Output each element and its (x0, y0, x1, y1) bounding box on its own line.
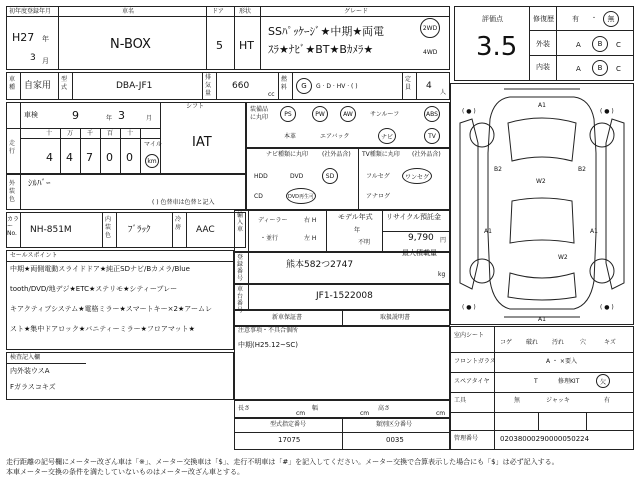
shape-label: 形状 (239, 8, 252, 15)
registration-label: 登録番号 (237, 254, 244, 282)
abs: ABS (426, 110, 438, 118)
sales-point-line-0: 中期★両側電動スライドドア★純正SDナビ/Bカメラ/Blue (10, 265, 190, 273)
capacity-unit: 人 (440, 89, 447, 96)
repair-yes: 有 (572, 15, 579, 23)
interior-label: 内装 (536, 63, 550, 71)
pw: PW (315, 110, 325, 118)
int-color-value: ﾌﾞﾗｯｸ (128, 225, 151, 235)
sales-point-line-3: スト★集中ドアロック★バニティーミラー★フロアマット★ (10, 325, 195, 333)
footer-notes (6, 457, 559, 477)
inspection-month: 3 (118, 109, 125, 122)
reg-year-suffix: 年 (42, 35, 49, 43)
length-label: 長さ (238, 405, 251, 412)
car-name-label: 車名 (122, 8, 135, 15)
diag-rear: A1 (538, 316, 546, 323)
notes-line-1: Fガラスコキズ (10, 383, 56, 391)
mileage-digit-1: 4 (66, 151, 73, 164)
exterior-a: A (576, 41, 581, 49)
door-label: ドア (212, 8, 224, 15)
navi-dvd: DVD (290, 173, 304, 180)
tv-oneseg-circle (402, 168, 432, 184)
spare-tire-none: 欠 (599, 378, 606, 386)
ext-color-value: ｼﾙﾊﾞｰ (28, 179, 51, 189)
displacement-label: 排気量 (205, 74, 212, 97)
score-label: 評価点 (482, 15, 503, 23)
sales-points-label: セールスポイント (10, 252, 58, 259)
fuel-options: G · D · HV · ( ) (316, 83, 358, 90)
shift-label: シフト (186, 103, 205, 110)
navi-circle (378, 128, 396, 144)
reg-era: H27 (12, 31, 35, 44)
digit-header-1: 万 (67, 130, 74, 137)
navi-cd: CD (254, 193, 263, 200)
drive-2wd-circle (420, 18, 440, 38)
recycle-label: リサイクル預託金 (386, 213, 442, 221)
doors: 5 (216, 39, 223, 52)
model-label: 型式 (61, 76, 68, 91)
tv-type-note: (社外品含) (412, 151, 441, 158)
notes-label: 検査記入欄 (10, 354, 41, 361)
navi-dvd-play-circle (286, 188, 316, 204)
leather: 本革 (284, 133, 297, 140)
drive-2wd: 2WD (422, 24, 438, 32)
spare-tire-none-circle (596, 374, 610, 388)
color-code-label: カラーNo. (7, 216, 20, 237)
import-right: 右 H (304, 217, 317, 224)
mileage-digit-3: 0 (106, 151, 113, 164)
navi-sd-circle (322, 168, 338, 184)
cc-unit: cc (268, 91, 275, 98)
sunroof: サンルーフ (370, 111, 400, 118)
category: 0035 (386, 436, 404, 444)
interior-seat-label: 室内シート (454, 332, 485, 339)
front-left-bracket: ( ● ) (462, 108, 476, 115)
capacity-label: 定員 (405, 76, 412, 91)
jack-value: 有 (604, 397, 611, 404)
diag-a1-right: A1 (590, 228, 598, 235)
seat-option-4: キズ (604, 339, 616, 346)
inspection-month-suffix: 月 (146, 115, 153, 122)
pw-circle (312, 106, 328, 122)
caution-value: 中期(H25.12~SC) (238, 341, 298, 349)
notes-line-0: 内外装ウスA (10, 367, 50, 375)
interior-a: A (576, 65, 581, 73)
type-designation: 17075 (278, 436, 301, 444)
color-code-value: NH-851M (30, 225, 72, 235)
model-year-unit: 年 (354, 227, 361, 234)
car-name: N-BOX (110, 37, 151, 52)
km-label: km (147, 157, 157, 165)
spare-tire-kit: 修理KIT (558, 378, 580, 385)
usage-value: 自家用 (24, 81, 52, 91)
footer-line-1: 走行距離の記号欄にメーター改ざん車は「※」、メーター交換車は「$」、走行不明車は「#」を記入してください。メーター交換で合算表示した場合にも「$」は必ず記入する。 (6, 458, 559, 466)
score: 3.5 (476, 32, 518, 62)
width-label: 幅 (312, 405, 319, 412)
type-designation-label: 型式指定番号 (270, 421, 307, 428)
admin-number: 02038000290000050224 (500, 435, 590, 443)
chassis-value: JF1-1522008 (316, 291, 373, 301)
diag-w2-left: W2 (536, 178, 546, 185)
airbag: エアバック (320, 133, 350, 140)
tools-label: 工具 (454, 397, 467, 404)
ps-circle (280, 106, 296, 122)
int-color-label: 内装色 (105, 216, 112, 239)
tv-circle (424, 128, 440, 144)
equipment-label: 装備品に丸印 (250, 106, 269, 121)
diag-w2-right: W2 (558, 254, 568, 261)
first-reg-label: 初年度登録年月 (9, 8, 52, 15)
height-cm: cm (436, 410, 446, 417)
width-cm: cm (360, 410, 370, 417)
repair-label: 修復歴 (533, 15, 554, 23)
mileage-label: 走行 (9, 140, 16, 155)
interior-b: B (597, 64, 603, 72)
inspection-label: 車検 (24, 111, 38, 119)
spare-tire-label: スペアタイヤ (454, 378, 490, 385)
navi-type-note: (社外品含) (322, 151, 351, 158)
inspection-year-suffix: 年 (106, 115, 113, 122)
repair-no: 無 (607, 15, 615, 23)
digit-header-3: 百 (107, 130, 114, 137)
chassis-label: 車台番号 (237, 286, 244, 314)
import-label: 輸入車 (237, 212, 244, 233)
fuel-g-circle (296, 78, 312, 94)
mile-label: マイル (144, 141, 162, 148)
fuel-g: G (301, 82, 307, 90)
mileage-digit-0: 4 (46, 151, 53, 164)
exterior-label: 外装 (536, 40, 550, 48)
ac-value: AAC (196, 225, 215, 235)
windshield-label: フロントガラス (454, 358, 496, 365)
digit-header-2: 千 (87, 130, 94, 137)
km-circle (145, 154, 159, 168)
dimensions-block (234, 400, 450, 418)
spare-tire-t: T (534, 378, 538, 385)
reg-month-suffix: 月 (42, 57, 49, 65)
digit-header-0: 十 (46, 130, 53, 137)
exterior-b-circle (592, 36, 608, 52)
grade-line-2: ｽﾗ★ﾅﾋﾞ★BT★Bｶﾒﾗ★ (268, 43, 374, 56)
vehicle-label: 車種 (9, 76, 16, 91)
diag-b2-left: B2 (494, 166, 502, 173)
digit-header-4: 十 (127, 130, 134, 137)
aw: AW (343, 110, 353, 118)
drive-4wd: 4WD (423, 49, 438, 56)
navi-hdd: HDD (254, 173, 268, 180)
interior-c: C (616, 65, 621, 73)
tv-type-label: TV種類に丸印 (362, 151, 400, 158)
tv: TV (428, 132, 436, 140)
seat-option-1: 破れ (526, 339, 539, 346)
auction-sheet: 初年度登録年月 車名 ドア 形状 グレード H27 年 3 月 N-BOX 5 HT SSﾊﾟｯｹｰｼﾞ★中期★両電 ｽﾗ★ﾅﾋﾞ★BT★Bｶﾒﾗ★ 2WD 4WD 評価点 3.5 修復歴 有 ・ 無 外装 A B C 内装 A B C 車種 自家用 型式 DBA-JF1 排気量 660 cc 燃料 G G · D · HV · ( ) 定員 4 人 車検 9 年 3 月 シフト IAT 走行 十 万 千 百 十 4 4 7 0 0 マイル km 装備品に丸印 PS PW AW サンルーフ ABS 本革 エアバック ナビ TV ナビ種類に丸印 (社外品含) HDD DVD SD CD DVD再生可 TV種類に丸印 (社外品含) フルセグ ワンセグ アナログ 外装色 ｼﾙﾊﾞｰ ( ) 色替車は色替と記入 カラーNo. NH-851M 内装色 ﾌﾞﾗｯｸ 冷房 AAC 輸入車 ディーラー ・並行 右 H 左 H モデル年式 年 不明 リサイクル預託金 9,790 円 セールスポイント 中期★両側電動スライドドア★純正SDナビ/Bカメラ/Blue tooth/DVD/地デジ★ETC★ステリモ★シティーブレー キアクティブシステム★電格ミラー★スマートキー×2★アームレ スト★集中ドアロック★バニティーミラー★フロアマット★ 登録番号 熊本582つ2747 最大積載量 kg 車台番号 JF1-1522008 新車保証書 取扱説明書 注意事項・不具合個所 中期(H25.12~SC) 検査記入欄 内外装ウスA Fガラスコキズ 長さ cm 幅 cm 高さ cm 型式指定番号 17075 類別区分番号 0035 ( ● ) ( ● ) ( ● ) ( ● ) A1 A1 W2 W2 B2 B2 A1 A1 室内シート コゲ 破れ 汚れ 穴 キズ フロントガラス A ・ ×要入 スペアタイヤ T 修理KIT 欠 工具 無 ジャッキ 有 管理番号 02038000290000050224 (6, 6, 634, 454)
max-load-label: 最大積載量 (402, 249, 437, 257)
tools-value: 無 (514, 397, 521, 404)
windshield-value: A ・ ×要入 (546, 358, 577, 365)
ext-color-label: 外装色 (9, 180, 16, 203)
navi-type-label: ナビ種類に丸印 (266, 151, 309, 158)
navi: ナビ (380, 133, 393, 141)
ps: PS (284, 110, 292, 118)
diag-a1-left: A1 (484, 228, 492, 235)
import-left: 左 H (304, 235, 317, 242)
ac-label: 冷房 (175, 216, 182, 231)
fuel-label: 燃料 (281, 76, 288, 91)
jack-label: ジャッキ (546, 397, 570, 404)
tv-oneseg: ワンセグ (404, 173, 429, 181)
admin-number-label: 管理番号 (454, 435, 479, 442)
seat-option-3: 穴 (580, 339, 587, 346)
grade-label: グレード (344, 8, 369, 15)
max-load-kg: kg (438, 271, 446, 278)
navi-dvd-play: DVD再生可 (287, 193, 315, 200)
footer-line-2: 本車メーター交換の条件を満たしていないものはメーター改ざん車とする。 (6, 468, 244, 476)
model-value: DBA-JF1 (116, 81, 153, 91)
new-car-warranty: 新車保証書 (272, 314, 303, 321)
registration-value: 熊本582つ2747 (286, 260, 354, 270)
repair-no-circle (603, 11, 619, 27)
sales-point-line-2: キアクティブシステム★電格ミラー★スマートキー×2★アームレ (10, 305, 213, 313)
car-outline-diagram (450, 83, 634, 325)
import-dealer: ディーラー (258, 217, 288, 224)
aw-circle (340, 106, 356, 122)
reg-month: 3 (30, 53, 36, 63)
seat-option-0: コゲ (500, 339, 513, 346)
recycle-value: 9,790 (408, 233, 434, 243)
tv-fullseg: フルセグ (366, 173, 390, 180)
exterior-c: C (616, 41, 621, 49)
grade-line-1: SSﾊﾟｯｹｰｼﾞ★中期★両電 (268, 25, 385, 38)
manual: 取扱説明書 (380, 314, 411, 321)
recycle-yen: 円 (440, 237, 447, 244)
mileage-digit-4: 0 (126, 151, 133, 164)
rear-right-bracket: ( ● ) (600, 304, 614, 311)
repaint-note: ( ) 色替車は色替と記入 (152, 199, 215, 206)
import-parallel: ・並行 (260, 235, 279, 242)
caution-block (234, 326, 450, 400)
notes-block (6, 352, 234, 400)
inspection-year: 9 (72, 109, 79, 122)
height-label: 高さ (378, 405, 391, 412)
navi-sd: SD (325, 172, 335, 180)
capacity: 4 (426, 81, 432, 91)
category-label: 類別区分番号 (376, 421, 413, 428)
shift-value: IAT (192, 135, 212, 150)
shape: HT (239, 39, 254, 52)
exterior-b: B (597, 40, 603, 48)
seat-option-2: 汚れ (552, 339, 565, 346)
diag-front: A1 (538, 102, 546, 109)
length-cm: cm (296, 410, 306, 417)
caution-label: 注意事項・不具合個所 (238, 327, 299, 334)
rear-left-bracket: ( ● ) (462, 304, 476, 311)
diag-b2-right: B2 (578, 166, 586, 173)
model-year-unknown: 不明 (358, 239, 371, 246)
model-year-label: モデル年式 (338, 213, 373, 221)
mileage-digit-2: 7 (86, 151, 93, 164)
tv-analog: アナログ (366, 193, 391, 200)
interior-b-circle (592, 60, 608, 76)
displacement: 660 (232, 81, 250, 91)
front-right-bracket: ( ● ) (600, 108, 614, 115)
abs-circle (424, 106, 440, 122)
sales-point-line-1: tooth/DVD/地デジ★ETC★ステリモ★シティーブレー (10, 285, 178, 293)
